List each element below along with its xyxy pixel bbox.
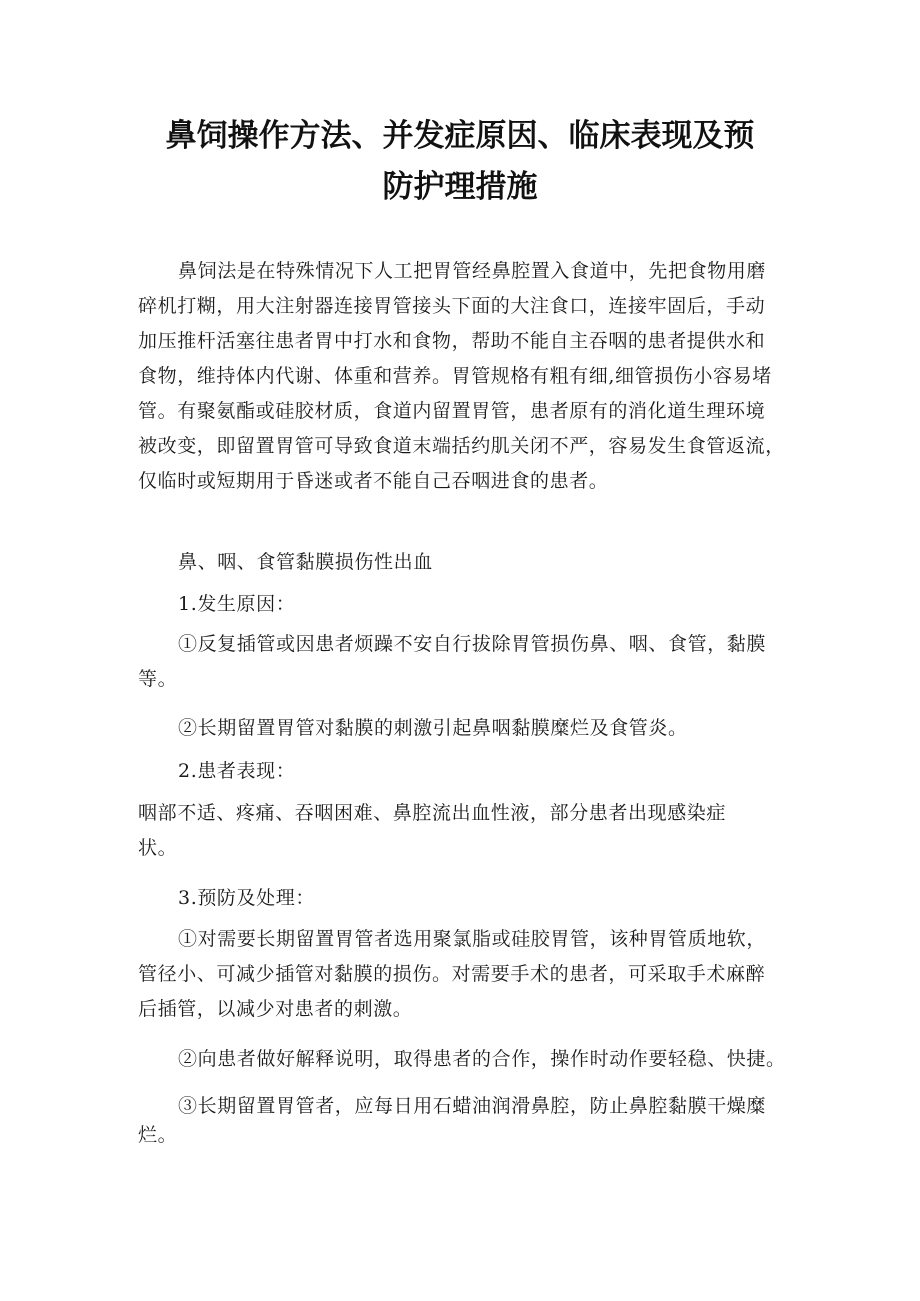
intro-paragraph [138, 254, 796, 499]
prevent-item-1 [138, 922, 796, 1027]
intro-line: 碎机打糊，用大注射器连接胃管接头下面的大注食口，连接牢固后，手动 [138, 295, 766, 317]
prevent-item-1-line: 管径小、可减少插管对黏膜的损伤。对需要手术的患者，可采取手术麻醉 [138, 963, 766, 985]
symptom-line: 咽部不适、疼痛、吞咽困难、鼻腔流出血性液，部分患者出现感染症 [138, 802, 727, 824]
cause-item-1 [138, 627, 796, 697]
symptom-text [138, 796, 796, 866]
intro-line: 鼻饲法是在特殊情况下人工把胃管经鼻腔置入食道中，先把食物用磨 [178, 260, 767, 282]
cause-heading: 1.发生原因： [178, 593, 296, 615]
symptom-heading: 2.患者表现： [178, 760, 296, 782]
intro-line: 管。有聚氨酯或硅胶材质，食道内留置胃管，患者原有的消化道生理环境 [138, 400, 766, 422]
section-heading: 鼻、咽、食管黏膜损伤性出血 [178, 551, 433, 573]
prevent-item-3-line: 烂。 [138, 1124, 178, 1146]
cause-item-1-line: ①反复插管或因患者烦躁不安自行拔除胃管损伤鼻、咽、食管，黏膜 [178, 633, 767, 655]
intro-line: 加压推杆活塞往患者胃中打水和食物，帮助不能自主吞咽的患者提供水和 [138, 330, 766, 352]
intro-line: 被改变，即留置胃管可导致食道末端括约肌关闭不严，容易发生食管返流， [138, 435, 785, 457]
prevent-item-2: ②向患者做好解释说明，取得患者的合作，操作时动作要轻稳、快捷。 [178, 1048, 786, 1070]
prevent-item-1-line: ①对需要长期留置胃管者选用聚氯脂或硅胶胃管，该种胃管质地软， [178, 928, 767, 950]
symptom-line: 状。 [138, 837, 178, 859]
page-title-line-2: 防护理措施 [382, 169, 538, 205]
prevent-item-1-line: 后插管，以减少对患者的刺激。 [138, 998, 413, 1020]
cause-item-1-line: 等。 [138, 668, 178, 690]
cause-item-2: ②长期留置胃管对黏膜的刺激引起鼻咽黏膜糜烂及食管炎。 [178, 717, 688, 739]
page-title-line-1: 鼻饲操作方法、并发症原因、临床表现及预 [165, 118, 755, 154]
prevent-item-3-line: ③长期留置胃管者，应每日用石蜡油润滑鼻腔，防止鼻腔黏膜干燥糜 [178, 1095, 767, 1117]
prevent-heading: 3.预防及处理： [178, 887, 315, 909]
intro-line: 食物，维持体内代谢、体重和营养。胃管规格有粗有细,细管损伤小容易堵 [138, 365, 772, 387]
prevent-item-3 [138, 1089, 796, 1153]
intro-line: 仅临时或短期用于昏迷或者不能自己吞咽进食的患者。 [138, 470, 609, 492]
